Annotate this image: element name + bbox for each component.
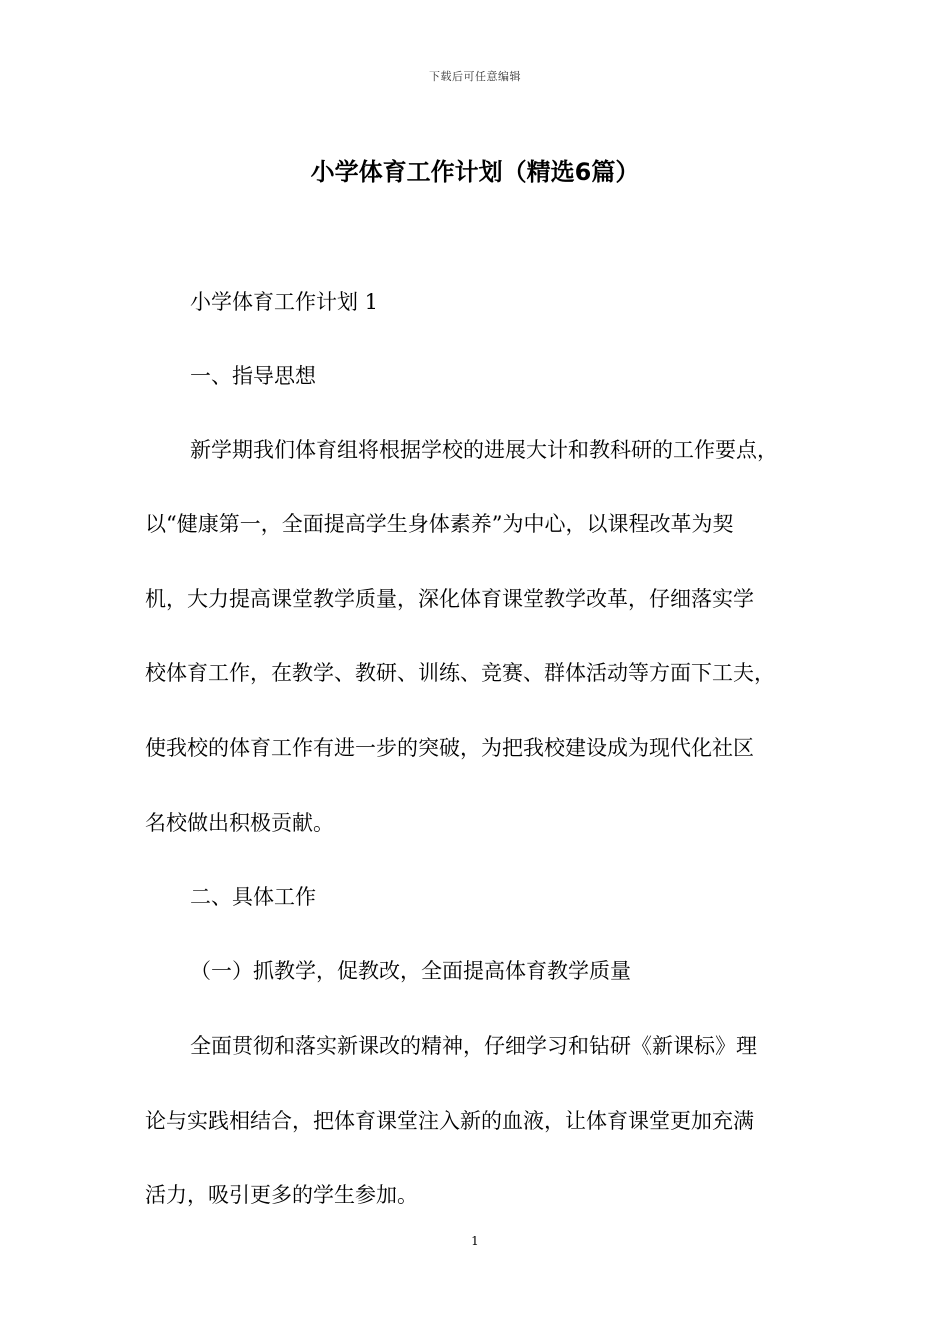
heading-specific-work: 二、具体工作 [190, 885, 316, 909]
paragraph-line: 论与实践相结合，把体育课堂注入新的血液，让体育课堂更加充满 [145, 1109, 754, 1133]
paragraph-line: 使我校的体育工作有进一步的突破，为把我校建设成为现代化社区 [145, 736, 754, 760]
section-subtitle: 小学体育工作计划 1 [190, 290, 379, 314]
subheading-teaching: （一）抓教学，促教改，全面提高体育教学质量 [190, 959, 631, 983]
header-note: 下载后可任意编辑 [429, 70, 521, 83]
paragraph-line: 校体育工作，在教学、教研、训练、竞赛、群体活动等方面下工夫， [145, 661, 775, 685]
paragraph-line: 机，大力提高课堂教学质量，深化体育课堂教学改革，仔细落实学 [145, 587, 754, 611]
document-title: 小学体育工作计划（精选6篇） [310, 158, 640, 186]
page-number: 1 [471, 1234, 479, 1248]
paragraph-line: 名校做出积极贡献。 [145, 811, 334, 835]
paragraph-line: 新学期我们体育组将根据学校的进展大计和教科研的工作要点， [190, 438, 778, 462]
paragraph-line: 活力，吸引更多的学生参加。 [145, 1183, 418, 1207]
paragraph-line: 以“健康第一，全面提高学生身体素养”为中心，以课程改革为契 [145, 512, 734, 536]
paragraph-line: 全面贯彻和落实新课改的精神，仔细学习和钻研《新课标》理 [190, 1034, 757, 1058]
heading-guiding-ideology: 一、指导思想 [190, 364, 316, 388]
